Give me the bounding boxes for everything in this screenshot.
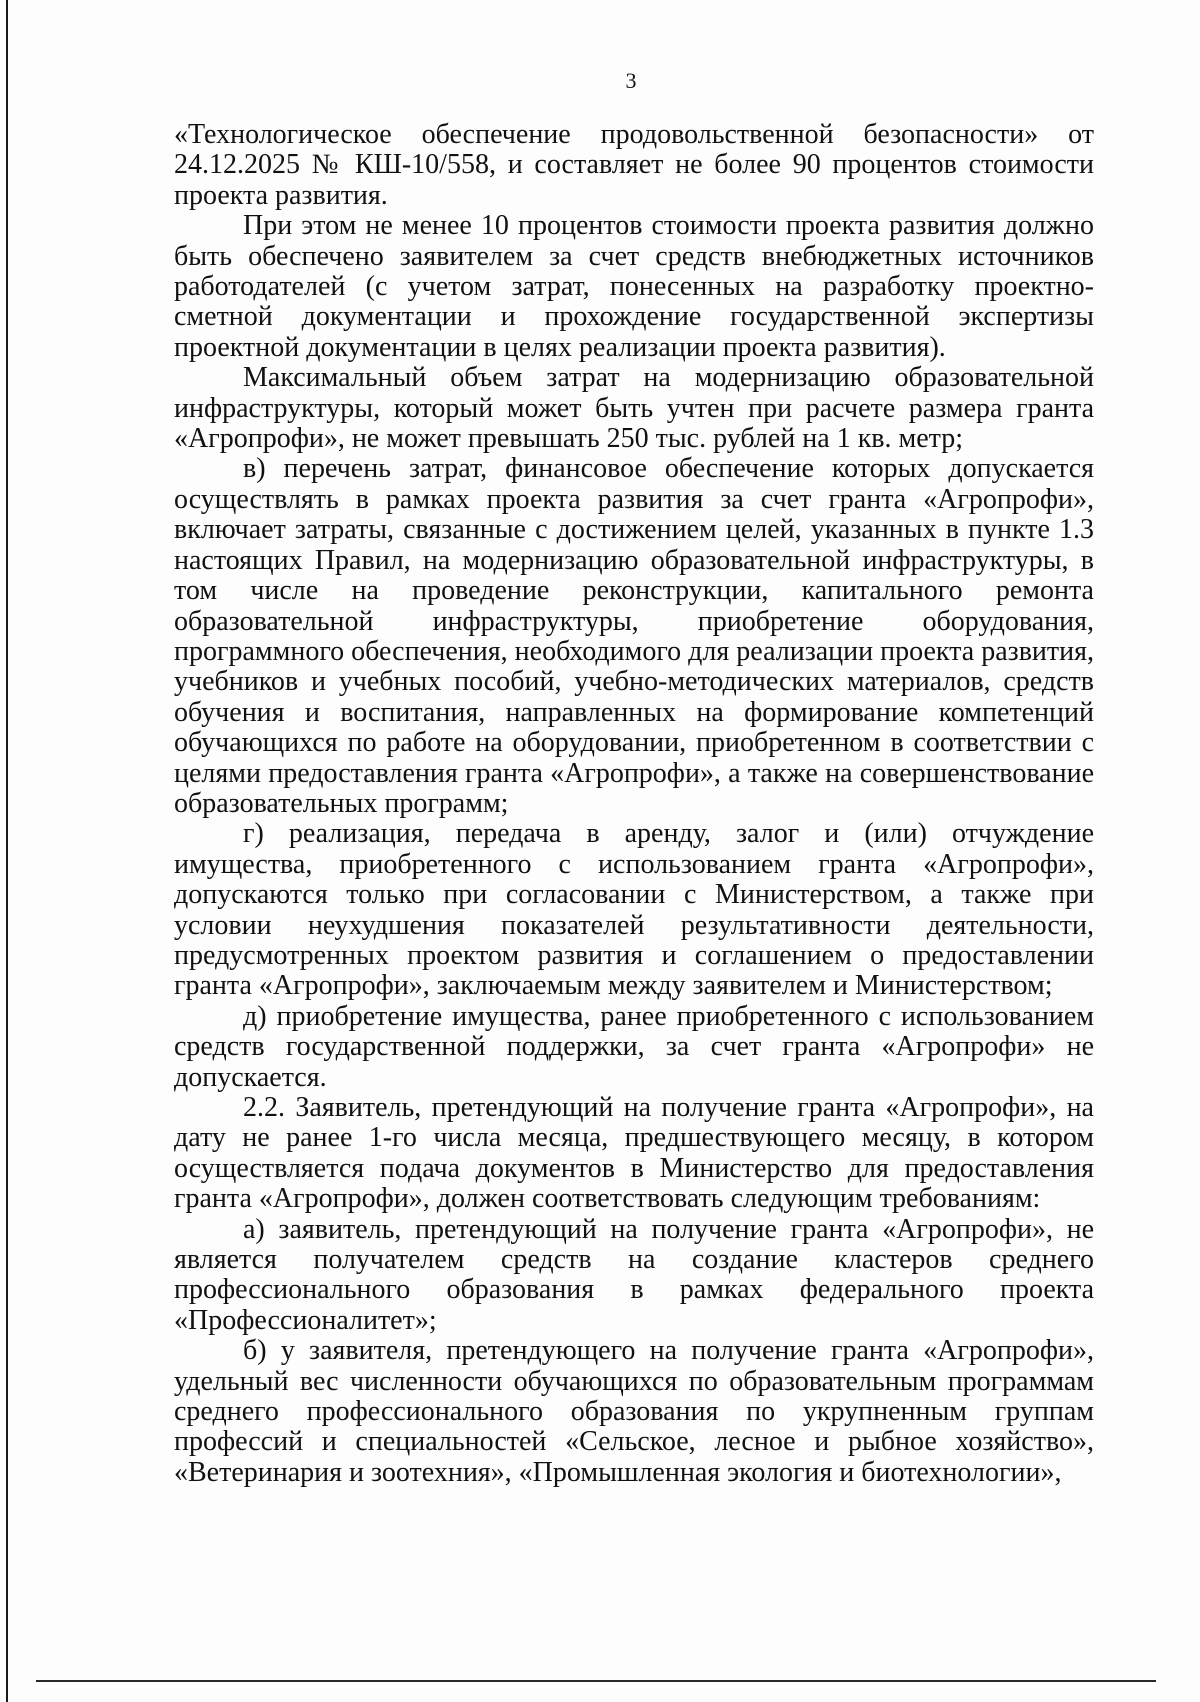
paragraph-item-a: а) заявитель, претендующий на получение гранта «Агропрофи», не является получателем средств на создание кластеров среднего профессионального образования в рамках федерального проекта «Профессионалитет»; [174,1213,1094,1336]
paragraph-cofinancing: При этом не менее 10 процентов стоимости проекта развития должно быть обеспечено заявителем за счет средств внебюджетных источников работодателей (с учетом затрат, понесенных на разработку проектно-сметной документации и прохождение государственной экспертизы проектной документации в целях реализации проекта развития). [174,210,1094,363]
page-number: 3 [625,68,637,93]
scan-edge-bottom [36,1680,1156,1682]
paragraph-continuation: «Технологическое обеспечение продовольственной безопасности» от 24.12.2025 № КШ-10/558, и составляет не более 90 процентов стоимости проекта развития. [174,119,1094,211]
paragraph-item-g: г) реализация, передача в аренду, залог и (или) отчуждение имущества, приобретенного с использованием гранта «Агропрофи», допускаются только при согласовании с Министерством, а также при условии неухудшения показателей результативности деятельности, предусмотренных проектом развития и соглашением о предоставлении гранта «Агропрофи», заключаемым между заявителем и Министерством; [174,818,1094,1002]
paragraph-item-d: д) приобретение имущества, ранее приобретенного с использованием средств государственной поддержки, за счет гранта «Агропрофи» не допускается. [174,1000,1094,1093]
paragraph-section-2-2: 2.2. Заявитель, претендующий на получение гранта «Агропрофи», на дату не ранее 1-го числа месяца, предшествующего месяцу, в котором осуществляется подача документов в Министерство для предоставления гранта «Агропрофи», должен соответствовать следующим требованиям: [174,1092,1094,1215]
paragraph-max-costs: Максимальный объем затрат на модернизацию образовательной инфраструктуры, который может быть учтен при расчете размера гранта «Агропрофи», не может превышать 250 тыс. рублей на 1 кв. метр; [174,362,1094,455]
paragraph-item-v: в) перечень затрат, финансовое обеспечение которых допускается осуществлять в рамках проекта развития за счет гранта «Агропрофи», включает затраты, связанные с достижением целей, указанных в пункте 1.3 настоящих Правил, на модернизацию образовательной инфраструктуры, в том числе на проведение реконструкции, капитального ремонта образовательной инфраструктуры, приобретение оборудования, программного обеспечения, необходимого для реализации проекта развития, учебников и учебных пособий, учебно-методических материалов, средств обучения и воспитания, направленных на формирование компетенций обучающихся по работе на оборудовании, приобретенном в соответствии с целями предоставления гранта «Агропрофи», а также на совершенствование образовательных программ; [174,453,1094,819]
paragraph-item-b: б) у заявителя, претендующего на получение гранта «Агропрофи», удельный вес численности обучающихся по образовательным программам среднего профессионального образования по укрупненным группам профессий и специальностей «Сельское, лесное и рыбное хозяйство», «Ветеринария и зоотехния», «Промышленная экология и биотехнологии», [174,1335,1094,1488]
scan-edge-left [6,0,8,1702]
document-body [174,120,1094,1488]
